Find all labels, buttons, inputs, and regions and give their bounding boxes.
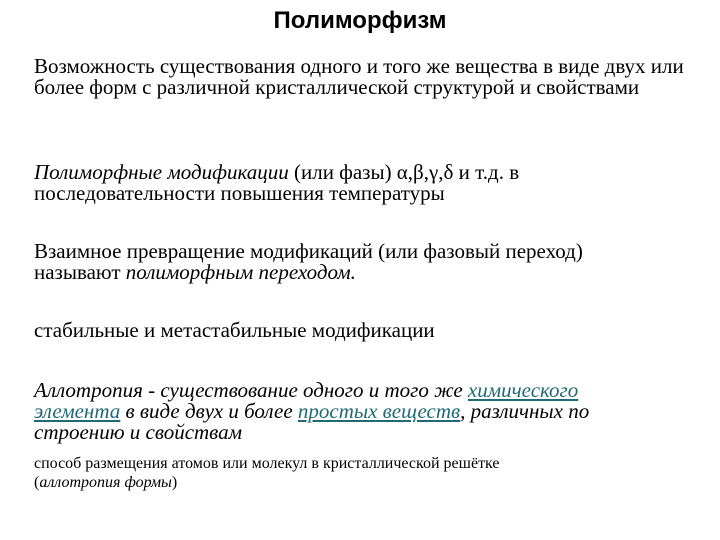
transition-text-line2: называют [34,260,126,284]
allotropy-paragraph [34,380,694,443]
definition-paragraph: Возможность существования одного и того же вещества в виде двух или более форм с различной кристаллической структурой и свойствами [34,54,684,99]
transition-term: полиморфным переходом. [125,260,356,284]
allotropy-text: Аллотропия - существование одного и того же [34,378,468,402]
paren-close: ) [171,474,178,491]
stability-paragraph: стабильные и метастабильные модификации [34,318,435,342]
allotropy-text-4: строению и свойствам [34,420,243,444]
modifications-text: (или фазы) α,β,γ,δ и т.д. в [288,160,520,184]
form-allotropy-term: аллотропия формы [39,474,172,491]
modifications-text-line2: последовательности повышения температуры [34,181,445,205]
modifications-term: Полиморфные модификации [34,160,289,184]
transition-paragraph [34,241,694,283]
form-allotropy-text: способ размещения атомов или молекул в кристаллической решётке [34,455,500,472]
form-allotropy-paragraph [34,454,694,492]
chemical-element-link[interactable]: химического [467,378,579,402]
paren-open: ( [34,474,40,491]
allotropy-text-3: , различных по [460,399,590,423]
slide-title: Полиморфизм [273,7,447,34]
modifications-paragraph [34,162,694,204]
allotropy-text-2: в виде двух и более [120,399,298,423]
transition-text: Взаимное превращение модификаций (или фазовый переход) [34,239,583,263]
chemical-element-link-cont[interactable]: элемента [34,399,121,423]
simple-substances-link[interactable]: простых веществ [297,399,461,423]
